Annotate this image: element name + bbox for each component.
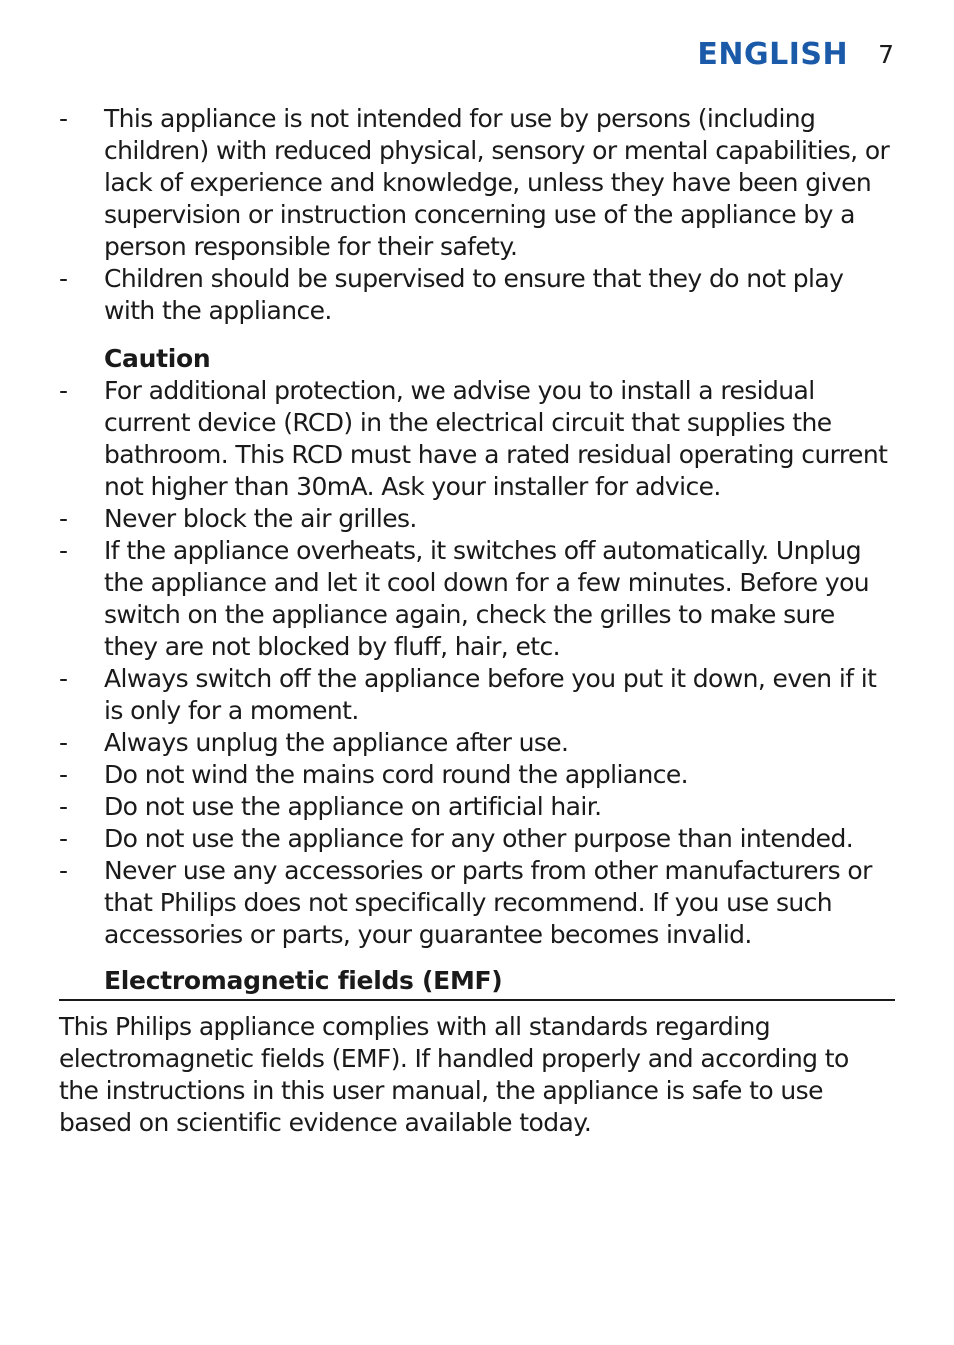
- list-item: [59, 727, 895, 759]
- list-item: [59, 823, 895, 855]
- list-item-text: Always switch off the appliance before you put it down, even if it is only for a moment.: [104, 664, 877, 725]
- list-item-text: For additional protection, we advise you to install a residual current device (RCD) in the electrical circuit that supplies the bathroom. This RCD must have a rated residual operating current not higher than 30mA. Ask your installer for advice.: [104, 376, 888, 501]
- list-item-text: Do not use the appliance for any other purpose than intended.: [104, 824, 854, 853]
- bullet-dash: -: [59, 504, 68, 533]
- list-item: [59, 535, 895, 663]
- list-item-text: If the appliance overheats, it switches off automatically. Unplug the appliance and let it cool down for a few minutes. Before you switch on the appliance again, check the grilles to make sure they are not blocked by fluff, hair, etc.: [104, 536, 870, 661]
- list-item: [59, 855, 895, 951]
- bullet-dash: -: [59, 664, 68, 693]
- page-header: [697, 34, 894, 74]
- bullet-dash: -: [59, 728, 68, 757]
- bullet-dash: -: [59, 824, 68, 853]
- list-item: [59, 759, 895, 791]
- bullet-dash: -: [59, 536, 68, 565]
- list-item: [59, 375, 895, 503]
- list-item: [59, 103, 895, 263]
- emf-heading: Electromagnetic fields (EMF): [59, 965, 895, 1001]
- list-item-text: Do not wind the mains cord round the appliance.: [104, 760, 689, 789]
- bullet-dash: -: [59, 264, 68, 293]
- list-item-text: Children should be supervised to ensure that they do not play with the appliance.: [104, 264, 844, 325]
- emf-paragraph: This Philips appliance complies with all standards regarding electromagnetic fields (EMF). If handled properly and according to the instructions in this user manual, the appliance is safe to use based on scientific evidence available today.: [59, 1012, 849, 1137]
- intro-list: [59, 103, 895, 327]
- list-item-text: Always unplug the appliance after use.: [104, 728, 569, 757]
- caution-list: [59, 375, 895, 951]
- language-label: ENGLISH: [697, 36, 849, 72]
- bullet-dash: -: [59, 760, 68, 789]
- list-item: [59, 663, 895, 727]
- bullet-dash: -: [59, 792, 68, 821]
- list-item-text: This appliance is not intended for use by persons (including children) with reduced physical, sensory or mental capabilities, or lack of experience and knowledge, unless they have been given supervision or instruction concerning use of the appliance by a person responsible for their safety.: [104, 104, 890, 261]
- list-item: [59, 503, 895, 535]
- list-item-text: Never block the air grilles.: [104, 504, 417, 533]
- list-item-text: Never use any accessories or parts from other manufacturers or that Philips does not specifically recommend. If you use such accessories or parts, your guarantee becomes invalid.: [104, 856, 872, 949]
- bullet-dash: -: [59, 376, 68, 405]
- list-item: [59, 263, 895, 327]
- bullet-dash: -: [59, 104, 68, 133]
- list-item: [59, 791, 895, 823]
- list-item-text: Do not use the appliance on artificial hair.: [104, 792, 602, 821]
- page-number: 7: [878, 39, 894, 69]
- bullet-dash: -: [59, 856, 68, 885]
- page-content: [59, 103, 895, 1139]
- caution-heading: Caution: [104, 344, 211, 373]
